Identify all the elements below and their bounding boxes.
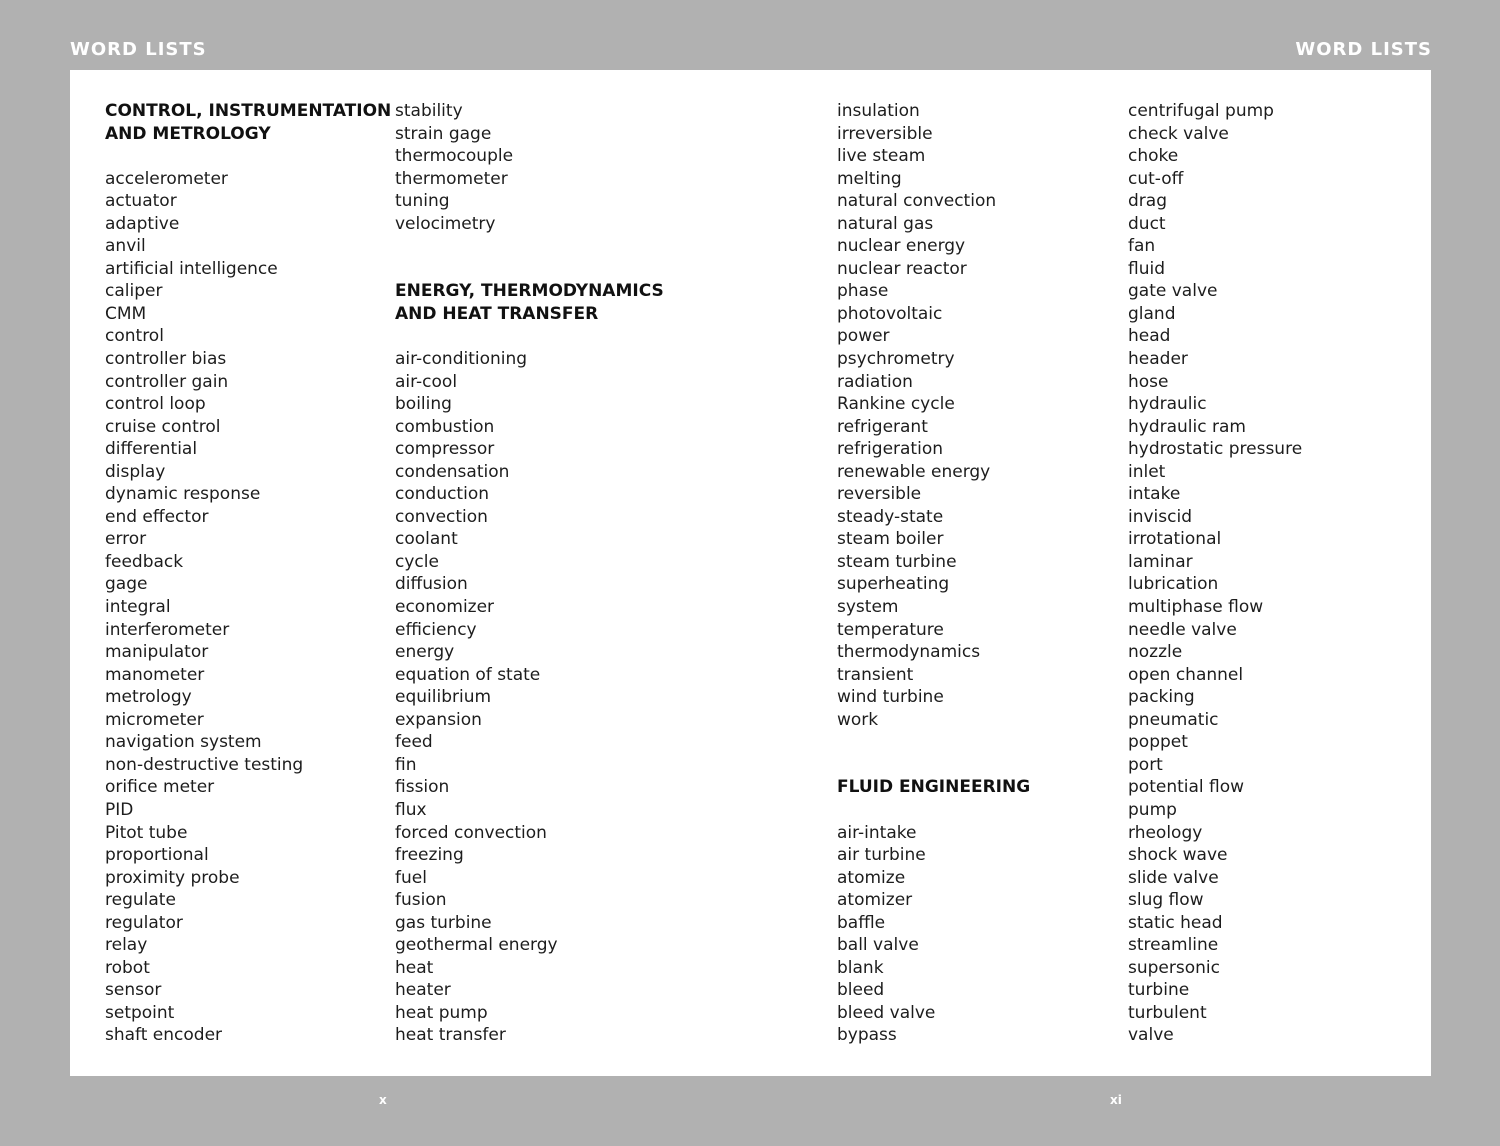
word-entry: melting — [837, 168, 902, 189]
word-entry: CMM — [105, 303, 147, 324]
page-number-right: xi — [1110, 1093, 1122, 1107]
word-entry: phase — [837, 281, 889, 302]
word-entry: pump — [1128, 799, 1177, 820]
word-entry: cruise control — [105, 416, 221, 437]
word-entry: superheating — [837, 574, 950, 595]
word-entry: caliper — [105, 281, 163, 302]
word-entry: packing — [1128, 687, 1195, 708]
word-entry: irreversible — [837, 123, 933, 144]
word-entry: choke — [1128, 146, 1179, 167]
word-entry: temperature — [837, 619, 944, 640]
word-entry: shock wave — [1128, 845, 1228, 866]
word-entry: multiphase flow — [1128, 597, 1264, 618]
word-entry: duct — [1128, 213, 1166, 234]
word-entry: efficiency — [395, 619, 477, 640]
word-entry: turbulent — [1128, 1002, 1207, 1023]
word-entry: bleed valve — [837, 1002, 936, 1023]
word-entry: hydraulic ram — [1128, 416, 1246, 437]
word-entry: navigation system — [105, 732, 262, 753]
word-entry: proximity probe — [105, 867, 240, 888]
word-list — [395, 348, 664, 1047]
word-entry: strain gage — [395, 123, 492, 144]
word-entry: flux — [395, 799, 427, 820]
word-entry: head — [1128, 326, 1171, 347]
word-entry: slug flow — [1128, 890, 1204, 911]
word-entry: thermodynamics — [837, 642, 981, 663]
word-entry: condensation — [395, 461, 510, 482]
word-entry: sensor — [105, 980, 162, 1001]
word-entry: insulation — [837, 101, 920, 121]
word-entry: dynamic response — [105, 484, 261, 505]
word-entry: artificial intelligence — [105, 258, 278, 279]
word-entry: hydraulic — [1128, 394, 1207, 415]
word-list — [1128, 100, 1302, 1047]
word-entry: combustion — [395, 416, 495, 437]
word-entry: fin — [395, 754, 417, 775]
word-entry: control — [105, 326, 164, 347]
word-entry: poppet — [1128, 732, 1188, 753]
word-entry: geothermal energy — [395, 935, 558, 956]
word-entry: convection — [395, 506, 488, 527]
word-entry: bypass — [837, 1025, 897, 1046]
word-entry: interferometer — [105, 619, 230, 640]
word-entry: wind turbine — [837, 687, 944, 708]
word-entry: energy — [395, 642, 455, 663]
section-heading-line: AND HEAT TRANSFER — [395, 303, 599, 324]
column-energy-continued-fluid — [837, 100, 1030, 1047]
word-entry: steady-state — [837, 506, 944, 527]
word-entry: valve — [1128, 1025, 1174, 1046]
word-entry: static head — [1128, 912, 1223, 933]
word-entry: air turbine — [837, 845, 926, 866]
word-entry: controller gain — [105, 371, 229, 392]
word-entry: display — [105, 461, 166, 482]
word-entry: fluid — [1128, 258, 1165, 279]
word-entry: baffle — [837, 912, 886, 933]
word-entry: feedback — [105, 551, 184, 572]
section-heading-line: AND METROLOGY — [105, 123, 271, 144]
word-list — [837, 100, 1030, 731]
word-list — [105, 168, 391, 1047]
word-entry: freezing — [395, 845, 464, 866]
word-entry: natural convection — [837, 191, 997, 212]
word-entry: laminar — [1128, 551, 1193, 572]
word-entry: adaptive — [105, 213, 180, 234]
word-entry: photovoltaic — [837, 303, 943, 324]
word-entry: lubrication — [1128, 574, 1219, 595]
word-entry: nuclear energy — [837, 236, 966, 257]
word-entry: centrifugal pump — [1128, 101, 1274, 121]
word-entry: air-cool — [395, 371, 458, 392]
word-entry: fan — [1128, 236, 1156, 257]
word-entry: PID — [105, 799, 134, 820]
section-heading-line: ENERGY, THERMODYNAMICS — [395, 281, 664, 302]
word-entry: nozzle — [1128, 642, 1183, 663]
word-entry: rheology — [1128, 822, 1203, 843]
word-entry: forced convection — [395, 822, 547, 843]
word-entry: fusion — [395, 890, 447, 911]
word-entry: reversible — [837, 484, 922, 505]
word-entry: relay — [105, 935, 148, 956]
word-entry: manipulator — [105, 642, 209, 663]
word-entry: shaft encoder — [105, 1025, 223, 1046]
word-entry: differential — [105, 439, 198, 460]
word-entry: integral — [105, 597, 171, 618]
word-entry: intake — [1128, 484, 1181, 505]
word-entry: expansion — [395, 709, 482, 730]
word-entry: boiling — [395, 394, 452, 415]
spacer — [395, 325, 664, 348]
word-entry: transient — [837, 664, 914, 685]
word-entry: natural gas — [837, 213, 934, 234]
section-heading-line: CONTROL, INSTRUMENTATION — [105, 101, 392, 121]
word-entry: steam boiler — [837, 529, 944, 550]
word-entry: check valve — [1128, 123, 1229, 144]
word-entry: supersonic — [1128, 957, 1220, 978]
page-number-left: x — [379, 1093, 387, 1107]
word-entry: steam turbine — [837, 551, 957, 572]
word-entry: inviscid — [1128, 506, 1192, 527]
word-entry: turbine — [1128, 980, 1190, 1001]
spacer — [395, 235, 664, 280]
word-entry: heat transfer — [395, 1025, 506, 1046]
word-entry: manometer — [105, 664, 205, 685]
word-entry: pneumatic — [1128, 709, 1219, 730]
word-entry: stability — [395, 101, 463, 121]
word-entry: gas turbine — [395, 912, 492, 933]
word-entry: end effector — [105, 506, 209, 527]
word-entry: controller bias — [105, 349, 227, 370]
word-entry: nuclear reactor — [837, 258, 967, 279]
word-entry: gage — [105, 574, 148, 595]
word-entry: atomize — [837, 867, 906, 888]
word-entry: live steam — [837, 146, 926, 167]
word-entry: heat — [395, 957, 434, 978]
word-entry: gate valve — [1128, 281, 1218, 302]
word-entry: economizer — [395, 597, 495, 618]
word-entry: irrotational — [1128, 529, 1222, 550]
word-entry: feed — [395, 732, 433, 753]
column-energy-thermodynamics — [395, 100, 664, 1047]
word-entry: open channel — [1128, 664, 1244, 685]
word-list — [395, 100, 664, 235]
word-entry: fuel — [395, 867, 427, 888]
word-entry: refrigeration — [837, 439, 943, 460]
word-entry: diffusion — [395, 574, 468, 595]
word-entry: cycle — [395, 551, 439, 572]
word-entry: regulator — [105, 912, 183, 933]
word-entry: heat pump — [395, 1002, 488, 1023]
spacer — [837, 799, 1030, 822]
page-spread — [70, 70, 1431, 1076]
word-entry: proportional — [105, 845, 209, 866]
word-entry: non-destructive testing — [105, 754, 304, 775]
word-entry: needle valve — [1128, 619, 1237, 640]
word-entry: accelerometer — [105, 168, 228, 189]
word-entry: renewable energy — [837, 461, 991, 482]
word-entry: error — [105, 529, 147, 550]
running-head-left: WORD LISTS — [70, 39, 207, 60]
section-heading — [105, 100, 391, 145]
word-entry: Pitot tube — [105, 822, 188, 843]
word-entry: port — [1128, 754, 1163, 775]
word-entry: streamline — [1128, 935, 1219, 956]
spacer — [837, 731, 1030, 776]
column-control-instrumentation — [105, 100, 391, 1047]
word-entry: Rankine cycle — [837, 394, 955, 415]
word-entry: power — [837, 326, 890, 347]
word-entry: bleed — [837, 980, 885, 1001]
word-entry: refrigerant — [837, 416, 928, 437]
word-entry: actuator — [105, 191, 177, 212]
running-head-right: WORD LISTS — [1295, 39, 1432, 60]
word-entry: thermometer — [395, 168, 508, 189]
spacer — [105, 145, 391, 168]
word-entry: coolant — [395, 529, 458, 550]
word-entry: heater — [395, 980, 451, 1001]
word-entry: equilibrium — [395, 687, 492, 708]
column-fluid-engineering — [1128, 100, 1302, 1047]
word-entry: ball valve — [837, 935, 919, 956]
word-entry: tuning — [395, 191, 450, 212]
word-entry: blank — [837, 957, 884, 978]
section-heading — [395, 280, 664, 325]
word-entry: micrometer — [105, 709, 204, 730]
word-entry: radiation — [837, 371, 913, 392]
word-entry: air-conditioning — [395, 349, 528, 370]
word-entry: hose — [1128, 371, 1169, 392]
word-entry: control loop — [105, 394, 206, 415]
word-entry: orifice meter — [105, 777, 215, 798]
word-entry: equation of state — [395, 664, 541, 685]
word-entry: psychrometry — [837, 349, 955, 370]
word-entry: fission — [395, 777, 450, 798]
word-entry: metrology — [105, 687, 192, 708]
word-entry: header — [1128, 349, 1188, 370]
word-entry: inlet — [1128, 461, 1166, 482]
word-entry: hydrostatic pressure — [1128, 439, 1303, 460]
word-list — [837, 822, 1030, 1047]
word-entry: atomizer — [837, 890, 913, 911]
word-entry: work — [837, 709, 879, 730]
word-entry: air-intake — [837, 822, 917, 843]
word-entry: velocimetry — [395, 213, 496, 234]
word-entry: setpoint — [105, 1002, 175, 1023]
word-entry: cut-off — [1128, 168, 1184, 189]
word-entry: regulate — [105, 890, 176, 911]
word-entry: drag — [1128, 191, 1167, 212]
section-heading — [837, 776, 1030, 799]
word-entry: potential flow — [1128, 777, 1245, 798]
word-entry: slide valve — [1128, 867, 1219, 888]
word-entry: anvil — [105, 236, 146, 257]
word-entry: robot — [105, 957, 150, 978]
word-entry: compressor — [395, 439, 495, 460]
section-heading-line: FLUID ENGINEERING — [837, 777, 1031, 798]
word-entry: system — [837, 597, 899, 618]
word-entry: conduction — [395, 484, 489, 505]
word-entry: gland — [1128, 303, 1176, 324]
word-entry: thermocouple — [395, 146, 514, 167]
